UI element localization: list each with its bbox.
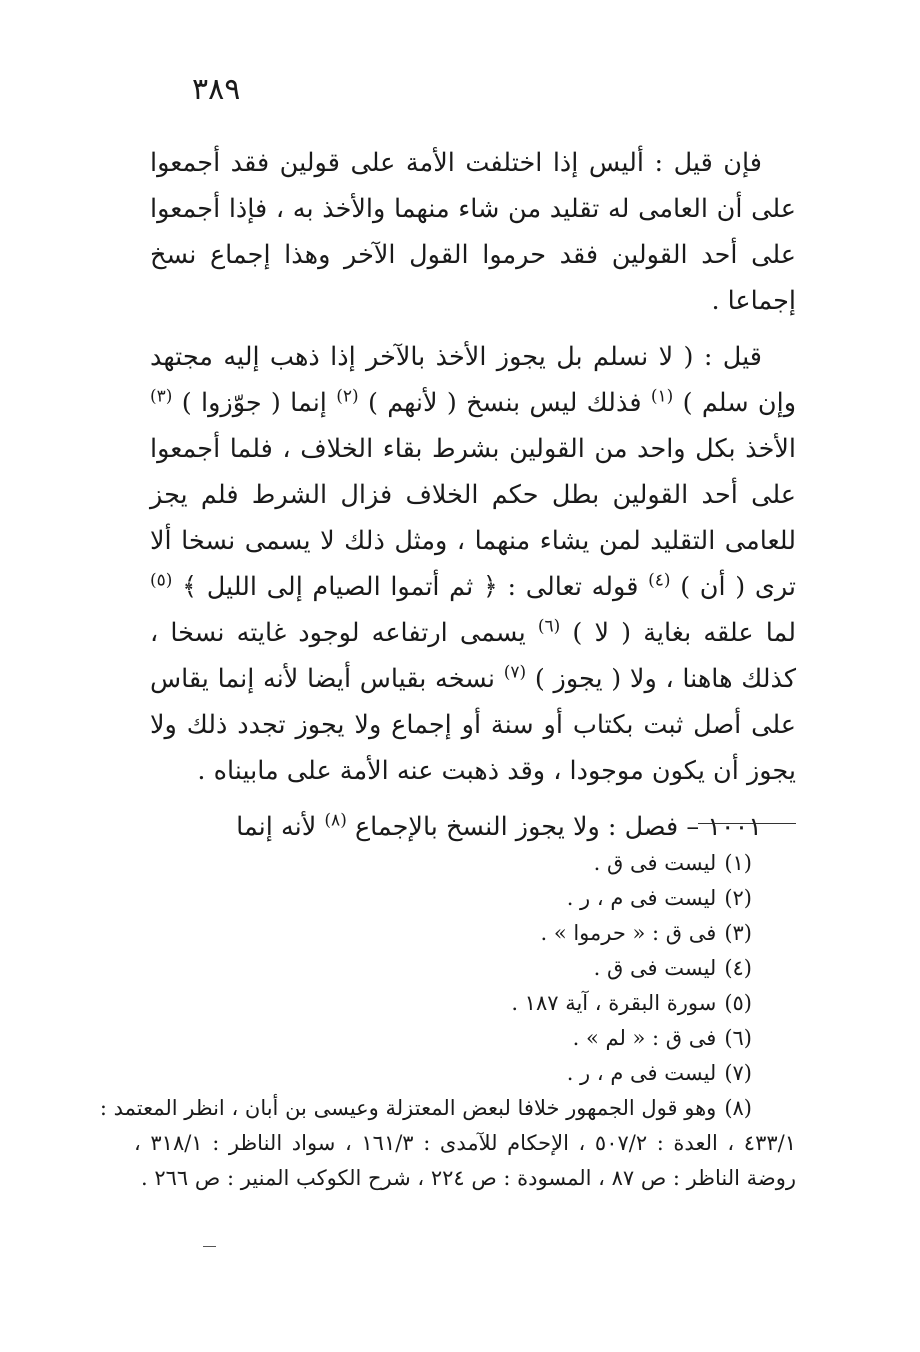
paragraph-objection: فإن قيل : أليس إذا اختلفت الأمة على قولين فقد أجمعوا على أن العامى له تقليد من شاء منهما والأخذ به ، فإذا أجمعوا على أحد القولين فقد حرموا القول الآخر وهذا إجماع نسخ إجماعا . bbox=[150, 148, 796, 316]
footnote-2 bbox=[134, 881, 796, 916]
footnote-text: سورة البقرة ، آية ١٨٧ . bbox=[511, 991, 717, 1015]
footnote-number: (٦) bbox=[724, 1026, 752, 1050]
footnote-number: (٥) bbox=[724, 991, 752, 1015]
section-heading-text: ١٠٠١ – فصل : ولا يجوز النسخ بالإجماع bbox=[354, 812, 762, 842]
reply-text-6: لما علقه بغاية ( لا ) bbox=[572, 618, 796, 648]
reply-text-1: قيل : ( لا نسلم بل يجوز الأخذ بالآخر إذا ذهب إليه مجتهد وإن سلم ) bbox=[150, 342, 797, 418]
footnote-text: فى ق : « حرموا » . bbox=[540, 921, 717, 945]
footnote-8-line-3: روضة الناظر : ص ٨٧ ، المسودة : ص ٢٢٤ ، شرح الكوكب المنير : ص ٢٦٦ . bbox=[141, 1166, 796, 1190]
footnote-text: فى ق : « لم » . bbox=[572, 1026, 717, 1050]
footnote-4 bbox=[134, 951, 796, 986]
footnote-6 bbox=[134, 1021, 796, 1056]
footnote-number: (٨) bbox=[724, 1096, 752, 1120]
footnote-ref-4[interactable]: (٤) bbox=[648, 570, 671, 591]
footnote-text: ليست فى م ، ر . bbox=[566, 886, 717, 910]
footnote-8-line-2: ٤٣٣/١ ، العدة : ٥٠٧/٢ ، الإحكام للآمدى : ١٦١/٣ ، سواد الناظر : ٣١٨/١ ، bbox=[134, 1131, 796, 1155]
reply-text-2: فذلك ليس بنسخ ( لأنهم ) bbox=[367, 388, 642, 418]
footnote-8 bbox=[99, 1091, 796, 1126]
page-number: ٣٨٩ bbox=[192, 72, 241, 107]
reply-text-5: قوله تعالى : ﴿ ثم أتموا الصيام إلى الليل ﴾ bbox=[182, 572, 639, 602]
page-bottom-mark bbox=[203, 1246, 216, 1247]
paragraph-reply bbox=[150, 334, 796, 794]
footnotes bbox=[99, 846, 796, 1196]
footnote-ref-5[interactable]: (٥) bbox=[150, 570, 173, 591]
footnote-3 bbox=[134, 916, 796, 951]
footnote-text: ليست فى ق . bbox=[593, 851, 717, 875]
reply-text-3: إنما ( جوّزوا ) bbox=[181, 388, 327, 418]
footnote-text: ليست فى م ، ر . bbox=[566, 1061, 717, 1085]
footnote-ref-3[interactable]: (٣) bbox=[150, 386, 173, 407]
footnote-ref-8[interactable]: (٨) bbox=[324, 810, 347, 831]
main-text bbox=[150, 140, 796, 860]
footnote-number: (١) bbox=[724, 851, 752, 875]
footnote-7 bbox=[134, 1056, 796, 1091]
footnote-1 bbox=[134, 846, 796, 881]
footnote-ref-7[interactable]: (٧) bbox=[503, 662, 527, 683]
footnote-ref-1[interactable]: (١) bbox=[650, 386, 674, 407]
footnote-5 bbox=[134, 986, 796, 1021]
footnote-ref-2[interactable]: (٢) bbox=[336, 386, 359, 407]
footnote-number: (٣) bbox=[724, 921, 752, 945]
section-text-continued: لأنه إنما bbox=[236, 812, 317, 842]
footnote-number: (٧) bbox=[724, 1061, 752, 1085]
reply-text-7: يسمى ارتفاعه لوجود غايته نسخا ، كذلك هاهنا ، ولا ( يجوز ) bbox=[150, 618, 796, 694]
reply-text-4: الأخذ بكل واحد من القولين بشرط بقاء الخلاف ، فلما أجمعوا على أحد القولين بطل حكم الخلاف فزال الشرط فلم يجز للعامى التقليد لمن يشاء منهما ، ومثل ذلك لا يسمى نسخا ألا ترى ( أن ) bbox=[150, 434, 797, 602]
footnote-text: ليست فى ق . bbox=[593, 956, 717, 980]
reply-text-8: نسخه بقياس أيضا لأنه إنما يقاس على أصل ثبت بكتاب أو سنة أو إجماع ولا يجوز تجدد ذلك ولا يجوز أن يكون موجودا ، وقد ذهبت عنه الأمة على مابيناه . bbox=[150, 664, 796, 786]
footnote-number: (٤) bbox=[724, 956, 752, 980]
footnote-separator bbox=[698, 823, 796, 824]
footnote-ref-6[interactable]: (٦) bbox=[537, 616, 561, 637]
footnote-number: (٢) bbox=[724, 886, 752, 910]
section-1001 bbox=[150, 804, 796, 850]
footnote-text-line-1: وهو قول الجمهور خلافا لبعض المعتزلة وعيسى بن أبان ، انظر المعتمد : bbox=[99, 1096, 717, 1120]
